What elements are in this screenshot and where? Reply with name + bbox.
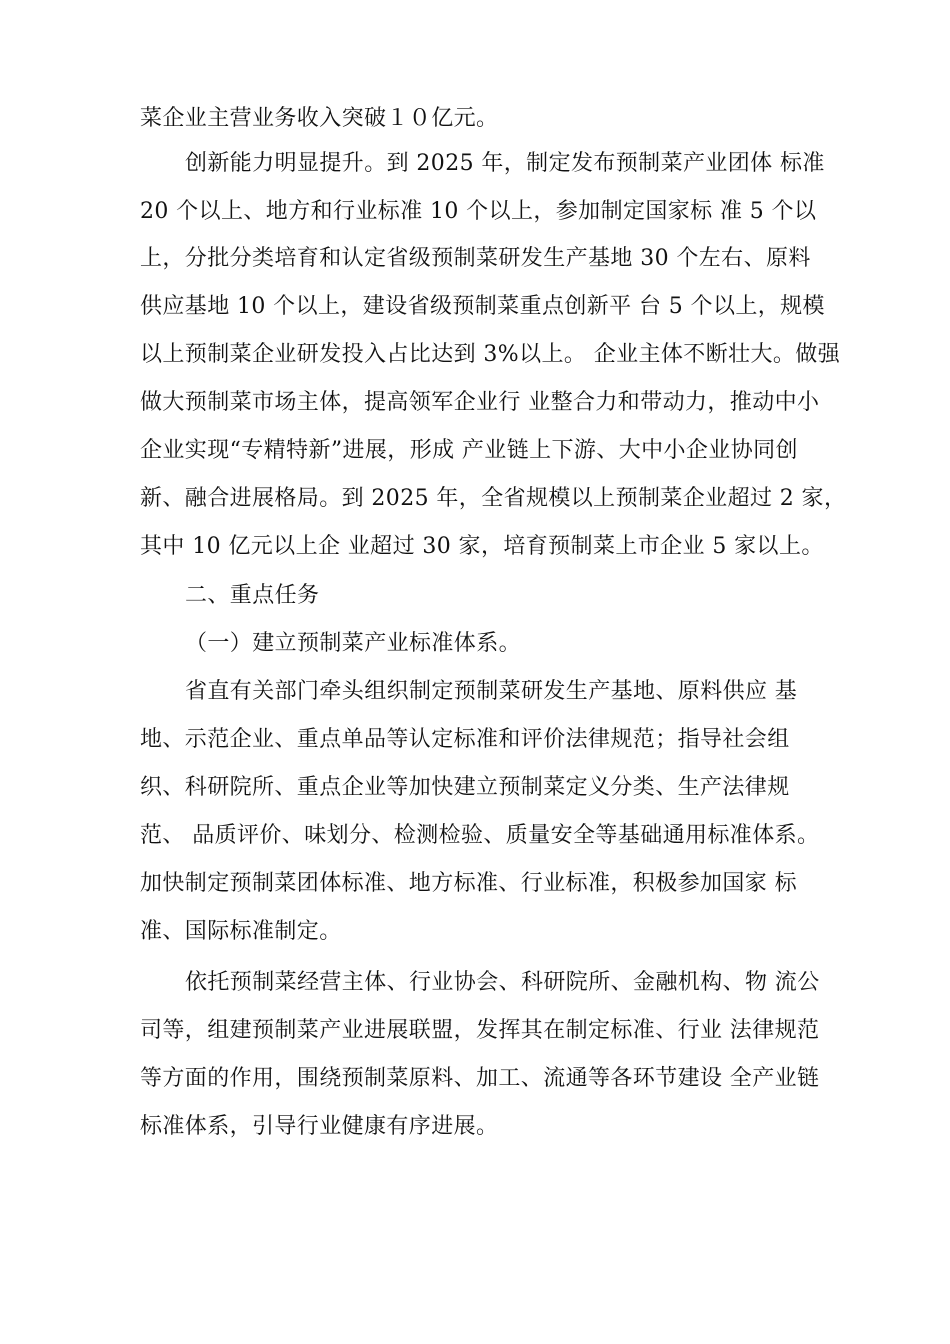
text-line: 其中 10 亿元以上企 业超过 30 家，培育预制菜上市企业 5 家以上。 <box>140 534 824 559</box>
text-line: 加快制定预制菜团体标准、地方标准、行业标准，积极参加国家 标 <box>140 871 797 896</box>
text-line: 司等，组建预制菜产业进展联盟，发挥其在制定标准、行业 法律规范 <box>140 1018 820 1043</box>
paragraph-first-line: 依托预制菜经营主体、行业协会、科研院所、金融机构、物 流公 <box>185 970 820 995</box>
paragraph-first-line: 创新能力明显提升。到 2025 年，制定发布预制菜产业团体 标准 <box>185 151 825 176</box>
text-line: 企业实现“专精特新”进展，形成 产业链上下游、大中小企业协同创 <box>140 438 798 463</box>
text-line: 上，分批分类培育和认定省级预制菜研发生产基地 30 个左右、原料 <box>140 246 811 271</box>
section-heading: 二、重点任务 <box>185 583 320 608</box>
text-line: 20 个以上、地方和行业标准 10 个以上，参加制定国家标 准 5 个以 <box>140 199 817 224</box>
text-line: 准、国际标准制定。 <box>140 919 342 944</box>
subsection-heading: （一）建立预制菜产业标准体系。 <box>185 631 522 656</box>
text-line: 供应基地 10 个以上，建设省级预制菜重点创新平 台 5 个以上，规模 <box>140 294 825 319</box>
paragraph-first-line: 省直有关部门牵头组织制定预制菜研发生产基地、原料供应 基 <box>185 679 798 704</box>
text-line: 以上预制菜企业研发投入占比达到 3%以上。 企业主体不断壮大。做强 <box>140 342 841 367</box>
text-line: 菜企业主营业务收入突破１０亿元。 <box>140 106 499 131</box>
text-line: 等方面的作用，围绕预制菜原料、加工、流通等各环节建设 全产业链 <box>140 1066 820 1091</box>
text-line: 做大预制菜市场主体，提高领军企业行 业整合力和带动力，推动中小 <box>140 390 820 415</box>
text-line: 新、融合进展格局。到 2025 年，全省规模以上预制菜企业超过 2 家， <box>140 486 847 511</box>
text-line: 地、示范企业、重点单品等认定标准和评价法律规范；指导社会组 <box>140 727 790 752</box>
text-line: 织、科研院所、重点企业等加快建立预制菜定义分类、生产法律规 <box>140 775 790 800</box>
text-line: 范、 品质评价、味划分、检测检验、质量安全等基础通用标准体系。 <box>140 823 820 848</box>
text-line: 标准体系，引导行业健康有序进展。 <box>140 1114 499 1139</box>
